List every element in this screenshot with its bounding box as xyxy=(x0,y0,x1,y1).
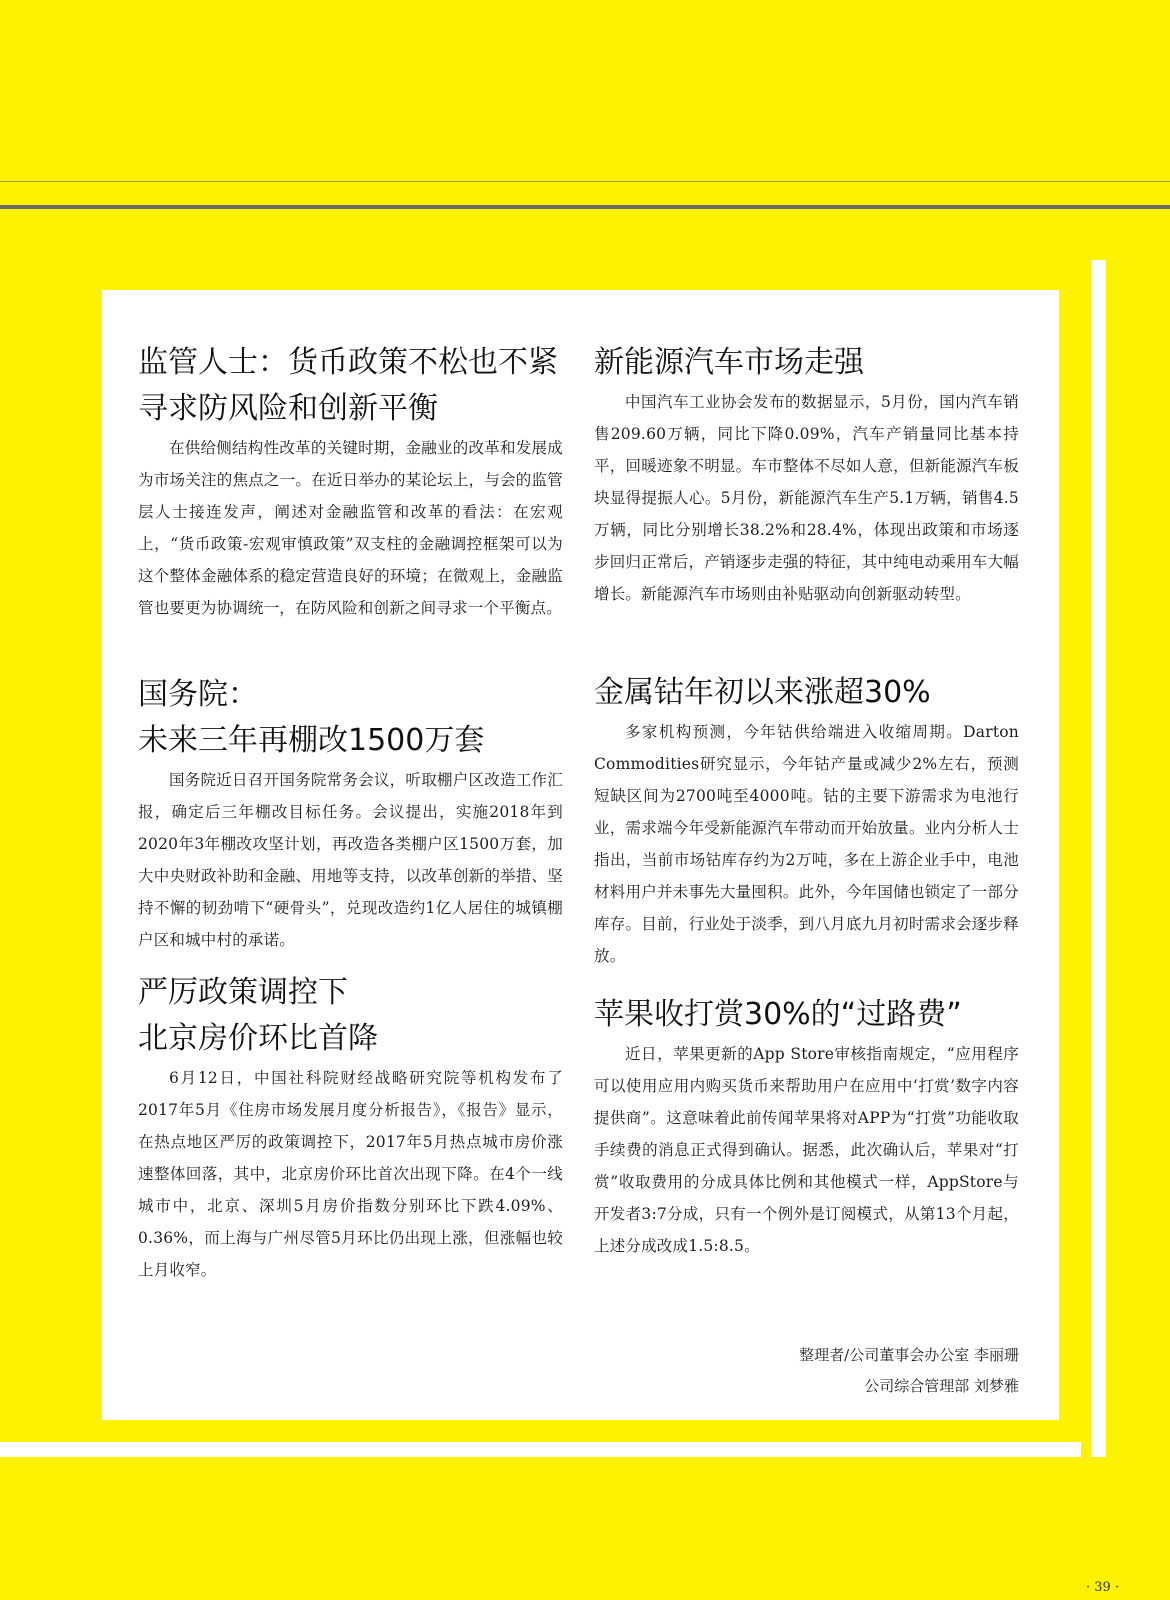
article-body: 在供给侧结构性改革的关键时期，金融业的改革和发展成为市场关注的焦点之一。在近日举办的某论坛上，与会的监管层人士接连发声，阐述对金融监管和改革的看法：在宏观上，“货币政策-宏观审慎政策”双支柱的金融调控框架可以为这个整体金融体系的稳定营造良好的环境；在微观上，金融监管也要更为协调统一，在防风险和创新之间寻求一个平衡点。 xyxy=(138,439,563,617)
article-title-line1: 国务院： xyxy=(138,677,258,712)
header-thick-rule xyxy=(0,205,1170,209)
frame-bottom-bar xyxy=(0,1442,1081,1457)
article-beijing-housing xyxy=(138,970,563,1286)
credit-line2: 公司综合管理部 刘梦雅 xyxy=(864,1377,1019,1395)
frame-right-bar xyxy=(1091,260,1106,1457)
article-state-council xyxy=(138,672,563,956)
credit-line1: 整理者/公司董事会办公室 李丽珊 xyxy=(799,1346,1019,1364)
article-title-line2: 未来三年再棚改1500万套 xyxy=(138,723,485,758)
article-title: 新能源汽车市场走强 xyxy=(594,345,864,380)
article-regulators xyxy=(138,340,563,624)
article-apple-tips xyxy=(594,992,1019,1262)
page-number: · 39 · xyxy=(1086,1580,1120,1595)
article-body: 中国汽车工业协会发布的数据显示，5月份，国内汽车销售209.60万辆，同比下降0.09%，汽车产销量同比基本持平，回暖迹象不明显。车市整体不尽如人意，但新能源汽车板块显得提振人心。5月份，新能源汽车生产5.1万辆，销售4.5万辆，同比分别增长38.2%和28.4%，体现出政策和市场逐步回归正常后，产销逐步走强的特征，其中纯电动乘用车大幅增长。新能源汽车市场则由补贴驱动向创新驱动转型。 xyxy=(594,393,1019,603)
article-body: 近日，苹果更新的App Store审核指南规定，“应用程序可以使用应用内购买货币来帮助用户在应用中‘打赏’数字内容提供商”。这意味着此前传闻苹果将对APP为“打赏”功能收取手续费的消息正式得到确认。据悉，此次确认后，苹果对“打赏”收取费用的分成具体比例和其他模式一样，AppStore与开发者3:7分成，只有一个例外是订阅模式，从第13个月起，上述分成改成1.5:8.5。 xyxy=(594,1045,1019,1255)
article-body: 国务院近日召开国务院常务会议，听取棚户区改造工作汇报，确定后三年棚改目标任务。会议提出，实施2018年到2020年3年棚改攻坚计划，再改造各类棚户区1500万套，加大中央财政补助和金融、用地等支持，以改革创新的举措、坚持不懈的韧劲啃下“硬骨头”，兑现改造约1亿人居住的城镇棚户区和城中村的承诺。 xyxy=(138,771,563,949)
article-nev-market xyxy=(594,340,1019,610)
article-title-line1: 监管人士：货币政策不松也不紧 xyxy=(138,345,558,380)
article-title-line1: 严厉政策调控下 xyxy=(138,975,348,1010)
credits xyxy=(594,1340,1019,1402)
article-body: 6月12日，中国社科院财经战略研究院等机构发布了2017年5月《住房市场发展月度分析报告》，《报告》显示，在热点地区严厉的政策调控下，2017年5月热点城市房价涨速整体回落，其中，北京房价环比首次出现下降。在4个一线城市中，北京、深圳5月房价指数分别环比下跌4.09%、0.36%，而上海与广州尽管5月环比仍出现上涨，但涨幅也较上月收窄。 xyxy=(138,1069,563,1279)
article-title: 苹果收打赏30%的“过路费” xyxy=(594,997,962,1032)
article-title-line2: 寻求防风险和创新平衡 xyxy=(138,391,438,426)
header-thin-rule xyxy=(0,181,1170,182)
article-title: 金属钴年初以来涨超30% xyxy=(594,675,931,710)
article-title-line2: 北京房价环比首降 xyxy=(138,1021,378,1056)
article-cobalt xyxy=(594,670,1019,972)
article-body: 多家机构预测，今年钴供给端进入收缩周期。Darton Commodities研究显示，今年钴产量或减少2%左右，预测短缺区间为2700吨至4000吨。钴的主要下游需求为电池行业，需求端今年受新能源汽车带动而开始放量。业内分析人士指出，当前市场钴库存约为2万吨，多在上游企业手中，电池材料用户并未事先大量囤积。此外，今年国储也锁定了一部分库存。目前，行业处于淡季，到八月底九月初时需求会逐步释放。 xyxy=(594,723,1019,965)
